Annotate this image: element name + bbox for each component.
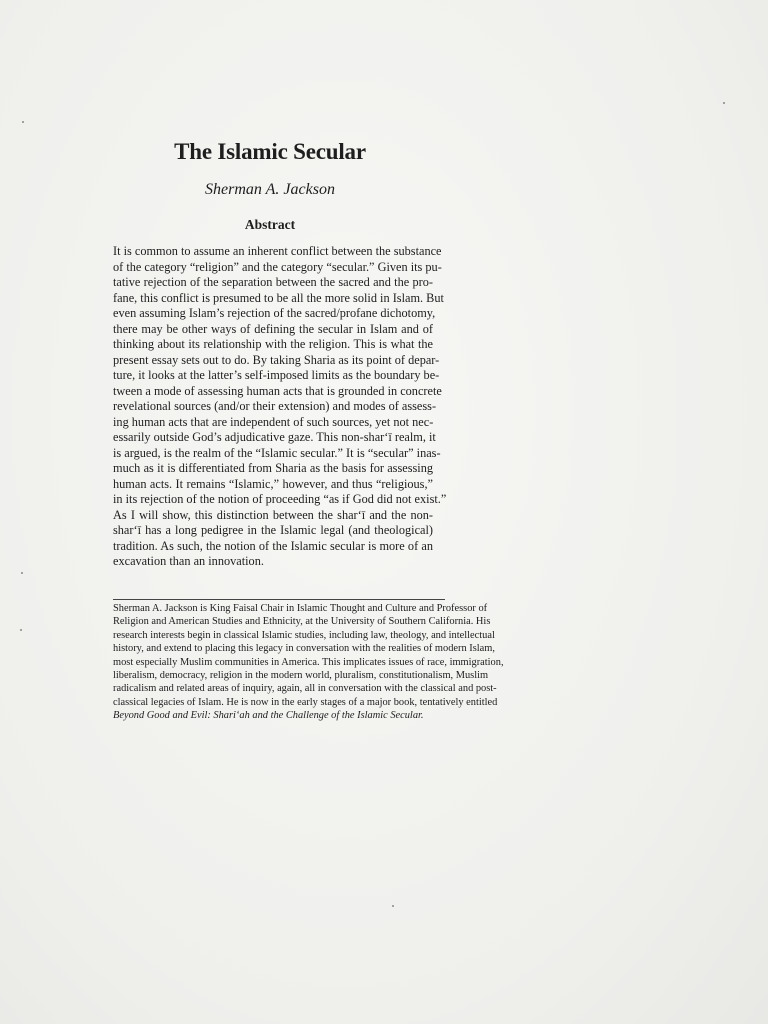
article-title: The Islamic Secular [174, 139, 366, 164]
scan-speck [21, 572, 23, 574]
bio-line: Religion and American Studies and Ethnicity, at the University of Southern California. His [113, 616, 491, 628]
abstract-line: human acts. It remains “Islamic,” however, and thus “religious,” [113, 476, 433, 491]
scan-speck [723, 102, 725, 104]
bio-line: classical legacies of Islam. He is now in the early stages of a major book, tentatively entitled [113, 696, 498, 708]
article-author: Sherman A. Jackson [205, 181, 335, 198]
abstract-line: shar‘ī has a long pedigree in the Islamic legal (and theological) [113, 523, 433, 537]
bio-line: radicalism and related areas of inquiry, again, all in conversation with the classical and post- [113, 683, 497, 695]
abstract-line: As I will show, this distinction between the shar‘ī and the non- [113, 507, 433, 522]
bio-line: liberalism, democracy, religion in the modern world, pluralism, constitutionalism, Muslim [113, 669, 489, 681]
scan-speck [22, 121, 24, 123]
abstract-line: is argued, is the realm of the “Islamic secular.” It is “secular” inas- [113, 445, 441, 460]
abstract-line: even assuming Islam’s rejection of the sacred/profane dichotomy, [113, 306, 436, 320]
bio-line: Sherman A. Jackson is King Faisal Chair in Islamic Thought and Culture and Professor of [113, 603, 488, 614]
abstract-line: present essay sets out to do. By taking Sharia as its point of depar- [113, 352, 440, 367]
abstract-line: in its rejection of the notion of proceeding “as if God did not exist.” [113, 492, 447, 506]
abstract-body [113, 244, 447, 570]
abstract-line: ture, it looks at the latter’s self-imposed limits as the boundary be- [113, 368, 440, 382]
author-bio-footnote [113, 602, 504, 723]
abstract-line: essarily outside God’s adjudicative gaze. This non-shar‘ī realm, it [113, 430, 436, 444]
scan-speck [392, 905, 394, 907]
abstract-line: tative rejection of the separation between the sacred and the pro- [113, 275, 433, 289]
scan-speck [20, 629, 22, 631]
abstract-heading: Abstract [244, 217, 296, 232]
abstract-line: revelational sources (and/or their extension) and modes of assess- [113, 399, 437, 413]
footnote-rule [113, 599, 445, 600]
abstract-line: much as it is differentiated from Sharia as the basis for assessing [113, 461, 433, 475]
bio-line: history, and extend to placing this legacy in conversation with the realities of modern Islam, [113, 643, 495, 655]
bio-line: research interests begin in classical Islamic studies, including law, theology, and intellectual [113, 629, 495, 641]
book-title: Beyond Good and Evil: Shari‘ah and the Challenge of the Islamic Secular. [113, 710, 424, 722]
abstract-line: tween a mode of assessing human acts that is grounded in concrete [113, 383, 442, 398]
abstract-line: fane, this conflict is presumed to be all the more solid in Islam. But [113, 290, 444, 305]
abstract-line: ing human acts that are independent of such sources, yet not nec- [113, 414, 434, 429]
abstract-line: It is common to assume an inherent conflict between the substance [113, 244, 442, 258]
abstract-line: excavation than an innovation. [113, 554, 264, 568]
abstract-line: tradition. As such, the notion of the Islamic secular is more of an [113, 538, 433, 553]
bio-line: most especially Muslim communities in America. This implicates issues of race, immigration, [113, 656, 504, 668]
abstract-line: of the category “religion” and the category “secular.” Given its pu- [113, 259, 442, 274]
abstract-line: thinking about its relationship with the religion. This is what the [113, 337, 433, 351]
abstract-line: there may be other ways of defining the secular in Islam and of [113, 321, 433, 336]
